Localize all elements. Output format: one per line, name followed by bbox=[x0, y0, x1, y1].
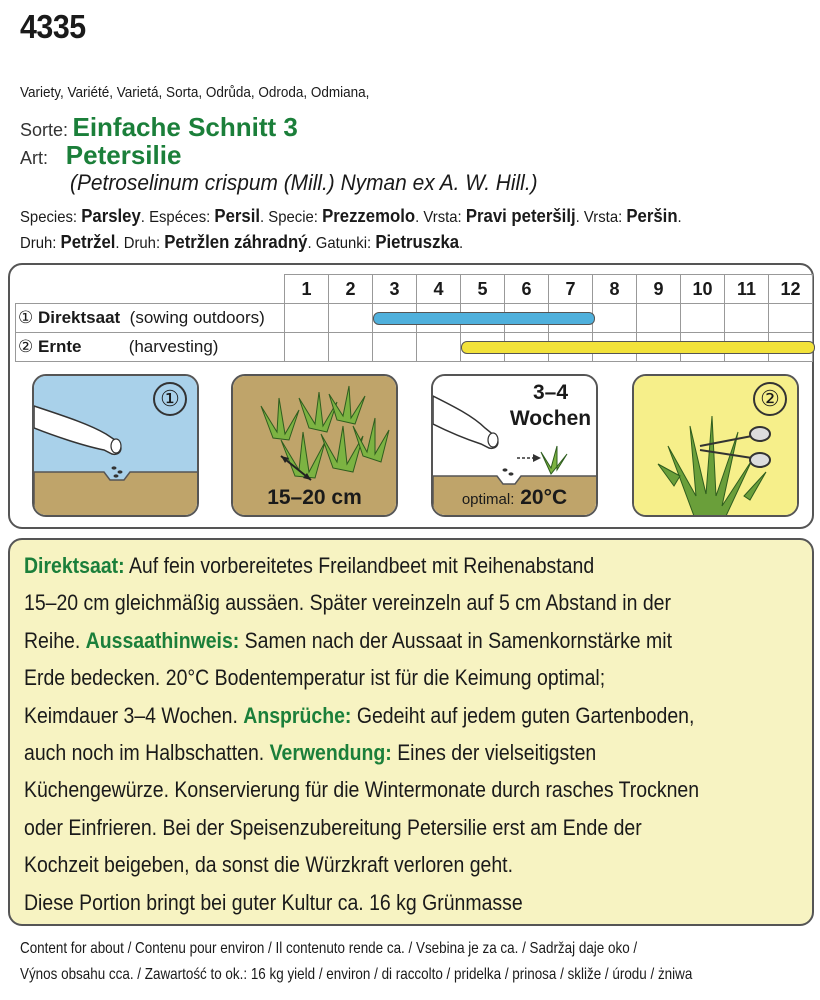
species-label: Espéces: bbox=[149, 209, 211, 226]
description-line: 15–20 cm gleichmäßig aussäen. Später vereinzeln auf 5 cm Abstand in der bbox=[24, 590, 671, 616]
optimal-value: 20°C bbox=[520, 486, 568, 509]
spacing-illustration bbox=[231, 374, 398, 517]
sorte-label: Sorte: bbox=[20, 120, 69, 140]
germination-weeks bbox=[503, 380, 598, 432]
month-header: 8 bbox=[593, 275, 637, 304]
optimal-label: optimal: bbox=[461, 491, 515, 508]
heading-aussaathinweis: Aussaathinweis: bbox=[85, 627, 240, 653]
description-line: auch noch im Halbschatten. bbox=[24, 740, 270, 766]
calendar-row-label bbox=[16, 333, 285, 362]
description-text bbox=[24, 547, 803, 921]
description-line: Diese Portion bringt bei guter Kultur ca. 16 kg Grünmasse bbox=[24, 889, 523, 915]
species-value: Petržlen záhradný bbox=[164, 232, 308, 252]
month-header: 10 bbox=[681, 275, 725, 304]
description-line: oder Einfrieren. Bei der Speisenzubereitung Petersilie erst am Ende der bbox=[24, 814, 642, 840]
calendar-corner bbox=[16, 275, 285, 304]
step-2-marker: ② bbox=[753, 382, 787, 416]
month-header: 7 bbox=[549, 275, 593, 304]
species-name: Petersilie bbox=[65, 140, 182, 170]
sowing-illustration bbox=[32, 374, 199, 517]
row-name: Ernte bbox=[37, 337, 82, 356]
species-translations-2: Druh: Petržel. Druh: Petržlen záhradný. Gatunki: Pietruszka. bbox=[20, 232, 464, 252]
optimal-temperature bbox=[433, 486, 596, 510]
variety-row bbox=[20, 112, 298, 143]
variety-line: Variety, Variété, Varietá, Sorta, Odrůda, Odroda, Odmiana, bbox=[20, 84, 370, 101]
month-header: 4 bbox=[417, 275, 461, 304]
description-line: Eines der vielseitigsten bbox=[391, 740, 597, 766]
species-label: Druh: bbox=[123, 235, 161, 252]
description-line: Samen nach der Aussaat in Samenkornstärke mit bbox=[239, 627, 672, 653]
species-value: Pravi peteršilj bbox=[465, 206, 576, 226]
species-value: Parsley bbox=[81, 206, 141, 226]
weeks-value: 3–4 bbox=[532, 381, 569, 404]
description-line: Auf fein vorbereitetes Freilandbeet mit Reihenabstand bbox=[124, 553, 595, 578]
description-panel bbox=[8, 538, 814, 926]
description-line: Reihe. bbox=[24, 627, 86, 653]
month-header: 11 bbox=[725, 275, 769, 304]
art-label: Art: bbox=[20, 148, 49, 168]
heading-verwendung: Verwendung: bbox=[269, 740, 392, 766]
month-header: 9 bbox=[637, 275, 681, 304]
month-header: 5 bbox=[461, 275, 505, 304]
heading-ansprueche: Ansprüche: bbox=[243, 702, 352, 728]
harvest-period-bar bbox=[461, 341, 815, 354]
latin-name: (Petroselinum crispum (Mill.) Nyman ex A. W. Hill.) bbox=[70, 170, 538, 195]
species-label: Specie: bbox=[268, 209, 318, 226]
species-label: Vrsta: bbox=[423, 209, 462, 226]
row-marker: ① bbox=[18, 308, 34, 327]
product-code: 4335 bbox=[20, 8, 86, 45]
germination-illustration bbox=[431, 374, 598, 517]
spacing-label: 15–20 cm bbox=[267, 486, 362, 509]
calendar-row-label bbox=[16, 304, 285, 333]
description-line: Kochzeit beigeben, da sonst die Würzkraft verloren geht. bbox=[24, 852, 513, 878]
month-header: 1 bbox=[285, 275, 329, 304]
variety-name: Einfache Schnitt 3 bbox=[72, 112, 298, 142]
sowing-period-bar bbox=[373, 312, 595, 325]
species-label: Vrsta: bbox=[583, 209, 623, 226]
description-line: Gedeiht auf jedem guten Gartenboden, bbox=[351, 702, 695, 728]
row-desc: (harvesting) bbox=[128, 337, 219, 356]
footer-line-2: Výnos obsahu cca. / Zawartość to ok.: 16 kg yield / environ / di raccolto / pridelka / prinosa / skliže / úrodu / żniwa bbox=[20, 966, 693, 983]
species-value: Peršin bbox=[626, 206, 678, 226]
month-header: 6 bbox=[505, 275, 549, 304]
row-desc: (sowing outdoors) bbox=[129, 308, 265, 327]
species-value: Prezzemolo bbox=[322, 206, 416, 226]
description-line: Erde bedecken. 20°C Bodentemperatur ist für die Keimung optimal; bbox=[24, 665, 606, 691]
description-line: Keimdauer 3–4 Wochen. bbox=[24, 702, 244, 728]
month-header: 12 bbox=[769, 275, 813, 304]
row-marker: ② bbox=[18, 337, 34, 356]
species-label: Gatunki: bbox=[315, 235, 372, 252]
description-line: Küchengewürze. Konservierung für die Wintermonate durch rasches Trocknen bbox=[24, 777, 700, 803]
month-header: 3 bbox=[373, 275, 417, 304]
footer-line-1: Content for about / Contenu pour environ / Il contenuto rende ca. / Vsebina je za ca. / Sadržaj daje oko / bbox=[20, 940, 638, 957]
step-1-marker: ① bbox=[153, 382, 187, 416]
species-translations-1: Species: Parsley. Espéces: Persil. Specie: Prezzemolo. Vrsta: Pravi peteršilj. Vrsta: Peršin. bbox=[20, 206, 682, 226]
species-label: Species: bbox=[20, 209, 78, 226]
species-row bbox=[20, 140, 181, 171]
species-value: Persil bbox=[214, 206, 261, 226]
row-name: Direktsaat bbox=[37, 308, 121, 327]
species-value: Pietruszka bbox=[375, 232, 460, 252]
heading-direktsaat: Direktsaat: bbox=[24, 553, 125, 578]
harvest-illustration bbox=[632, 374, 799, 517]
weeks-unit: Wochen bbox=[509, 407, 592, 430]
species-value: Petržel bbox=[60, 232, 116, 252]
month-header: 2 bbox=[329, 275, 373, 304]
species-label: Druh: bbox=[20, 235, 57, 252]
